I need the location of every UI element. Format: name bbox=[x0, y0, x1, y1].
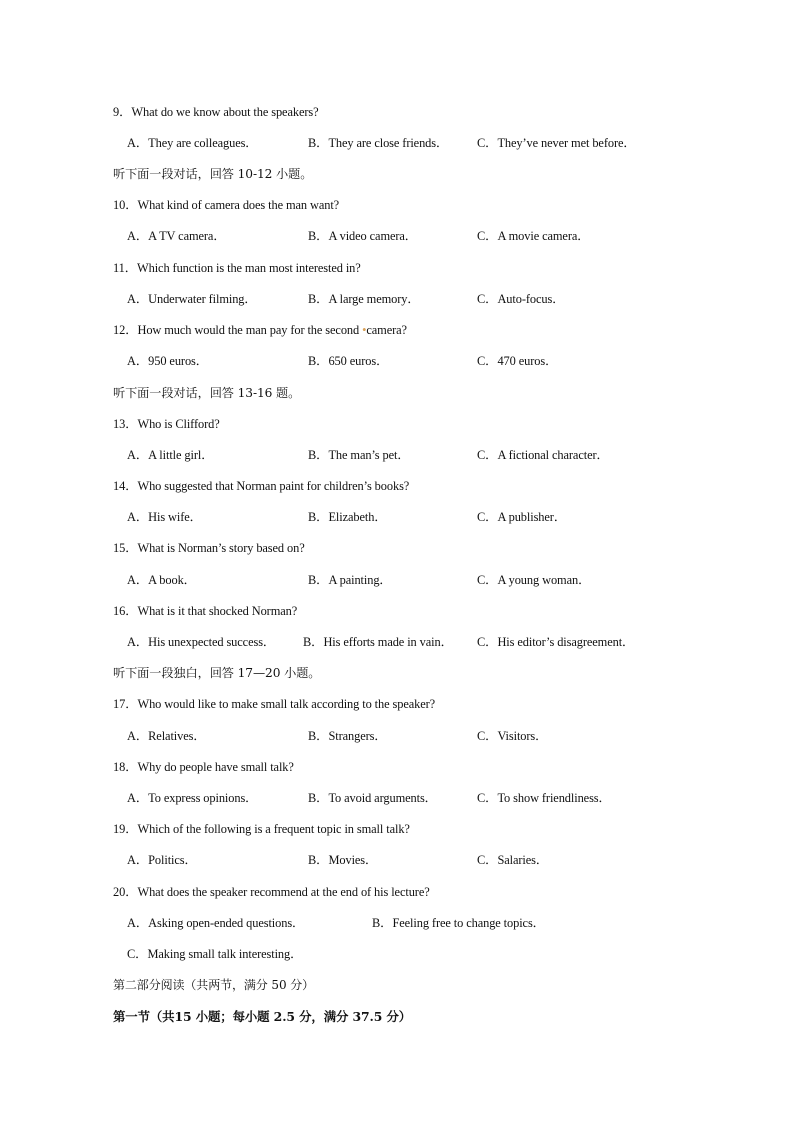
question-20-option-c: C．Making small talk interesting． bbox=[127, 947, 303, 961]
question-11-stem: 11．Which function is the man most interested in? bbox=[113, 261, 361, 275]
stray-mark: • bbox=[362, 323, 367, 337]
question-12-option-c: C．470 euros． bbox=[477, 354, 558, 368]
question-9-option-a: A．They are colleagues． bbox=[127, 136, 258, 150]
question-15-stem: 15．What is Norman’s story based on? bbox=[113, 541, 305, 555]
question-10-option-c: C．A movie camera． bbox=[477, 229, 590, 243]
question-11-option-a: A．Underwater filming． bbox=[127, 292, 257, 306]
question-18-stem: 18．Why do people have small talk? bbox=[113, 760, 294, 774]
section-instruction-13-16: 听下面一段对话，回答 13-16 题。 bbox=[113, 386, 301, 400]
question-9-option-b: B．They are close friends． bbox=[308, 136, 449, 150]
question-17-option-c: C．Visitors． bbox=[477, 729, 548, 743]
question-16-stem: 16．What is it that shocked Norman? bbox=[113, 604, 298, 618]
question-19-option-b: B．Movies． bbox=[308, 853, 378, 867]
question-14-option-a: A．His wife． bbox=[127, 510, 202, 524]
question-20-option-b: B．Feeling free to change topics． bbox=[372, 916, 545, 930]
section-instruction-17-20: 听下面一段独白，回答 17—20 小题。 bbox=[113, 666, 321, 680]
question-14-option-b: B．Elizabeth． bbox=[308, 510, 387, 524]
question-18-option-a: A．To express opinions． bbox=[127, 791, 258, 805]
question-17-option-b: B．Strangers． bbox=[308, 729, 387, 743]
question-11-option-c: C．Auto-focus． bbox=[477, 292, 565, 306]
question-18-option-b: B．To avoid arguments． bbox=[308, 791, 437, 805]
question-12-option-a: A．950 euros． bbox=[127, 354, 209, 368]
question-16-option-c: C．His editor’s disagreement． bbox=[477, 635, 635, 649]
part-two-heading: 第二部分阅读（共两节，满分 50 分） bbox=[113, 978, 314, 992]
question-17-stem: 17．Who would like to make small talk according to the speaker? bbox=[113, 697, 436, 711]
question-17-option-a: A．Relatives． bbox=[127, 729, 206, 743]
question-11-option-b: B．A large memory． bbox=[308, 292, 420, 306]
question-13-option-c: C．A fictional character． bbox=[477, 448, 609, 462]
section-instruction-10-12: 听下面一段对话，回答 10-12 小题。 bbox=[113, 167, 313, 181]
question-13-option-b: B．The man’s pet． bbox=[308, 448, 410, 462]
question-15-option-a: A．A book． bbox=[127, 573, 196, 587]
question-20-option-a: A．Asking open-ended questions． bbox=[127, 916, 305, 930]
question-15-option-b: B．A painting． bbox=[308, 573, 392, 587]
question-9-stem: 9．What do we know about the speakers? bbox=[113, 105, 319, 119]
section-one-heading: 第一节（共15 小题；每小题 2.5 分，满分 37.5 分） bbox=[113, 1009, 412, 1024]
question-10-stem: 10．What kind of camera does the man want? bbox=[113, 198, 340, 212]
question-12-stem-part-b: camera? bbox=[366, 323, 407, 337]
question-18-option-c: C．To show friendliness． bbox=[477, 791, 611, 805]
question-10-option-a: A．A TV camera． bbox=[127, 229, 226, 243]
question-13-option-a: A．A little girl． bbox=[127, 448, 214, 462]
question-14-stem: 14．Who suggested that Norman paint for children’s books? bbox=[113, 479, 410, 493]
question-12-stem bbox=[113, 322, 407, 338]
question-13-stem: 13．Who is Clifford? bbox=[113, 417, 220, 431]
question-12-stem-part-a: 12．How much would the man pay for the second bbox=[113, 323, 363, 337]
question-20-stem: 20．What does the speaker recommend at the end of his lecture? bbox=[113, 885, 430, 899]
question-19-option-c: C．Salaries． bbox=[477, 853, 549, 867]
question-19-option-a: A．Politics． bbox=[127, 853, 197, 867]
question-12-option-b: B．650 euros． bbox=[308, 354, 389, 368]
question-16-option-b: B．His efforts made in vain． bbox=[303, 635, 453, 649]
question-15-option-c: C．A young woman． bbox=[477, 573, 591, 587]
question-9-option-c: C．They’ve never met before． bbox=[477, 136, 636, 150]
question-14-option-c: C．A publisher． bbox=[477, 510, 567, 524]
question-16-option-a: A．His unexpected success． bbox=[127, 635, 276, 649]
question-19-stem: 19．Which of the following is a frequent topic in small talk? bbox=[113, 822, 410, 836]
question-10-option-b: B．A video camera． bbox=[308, 229, 418, 243]
